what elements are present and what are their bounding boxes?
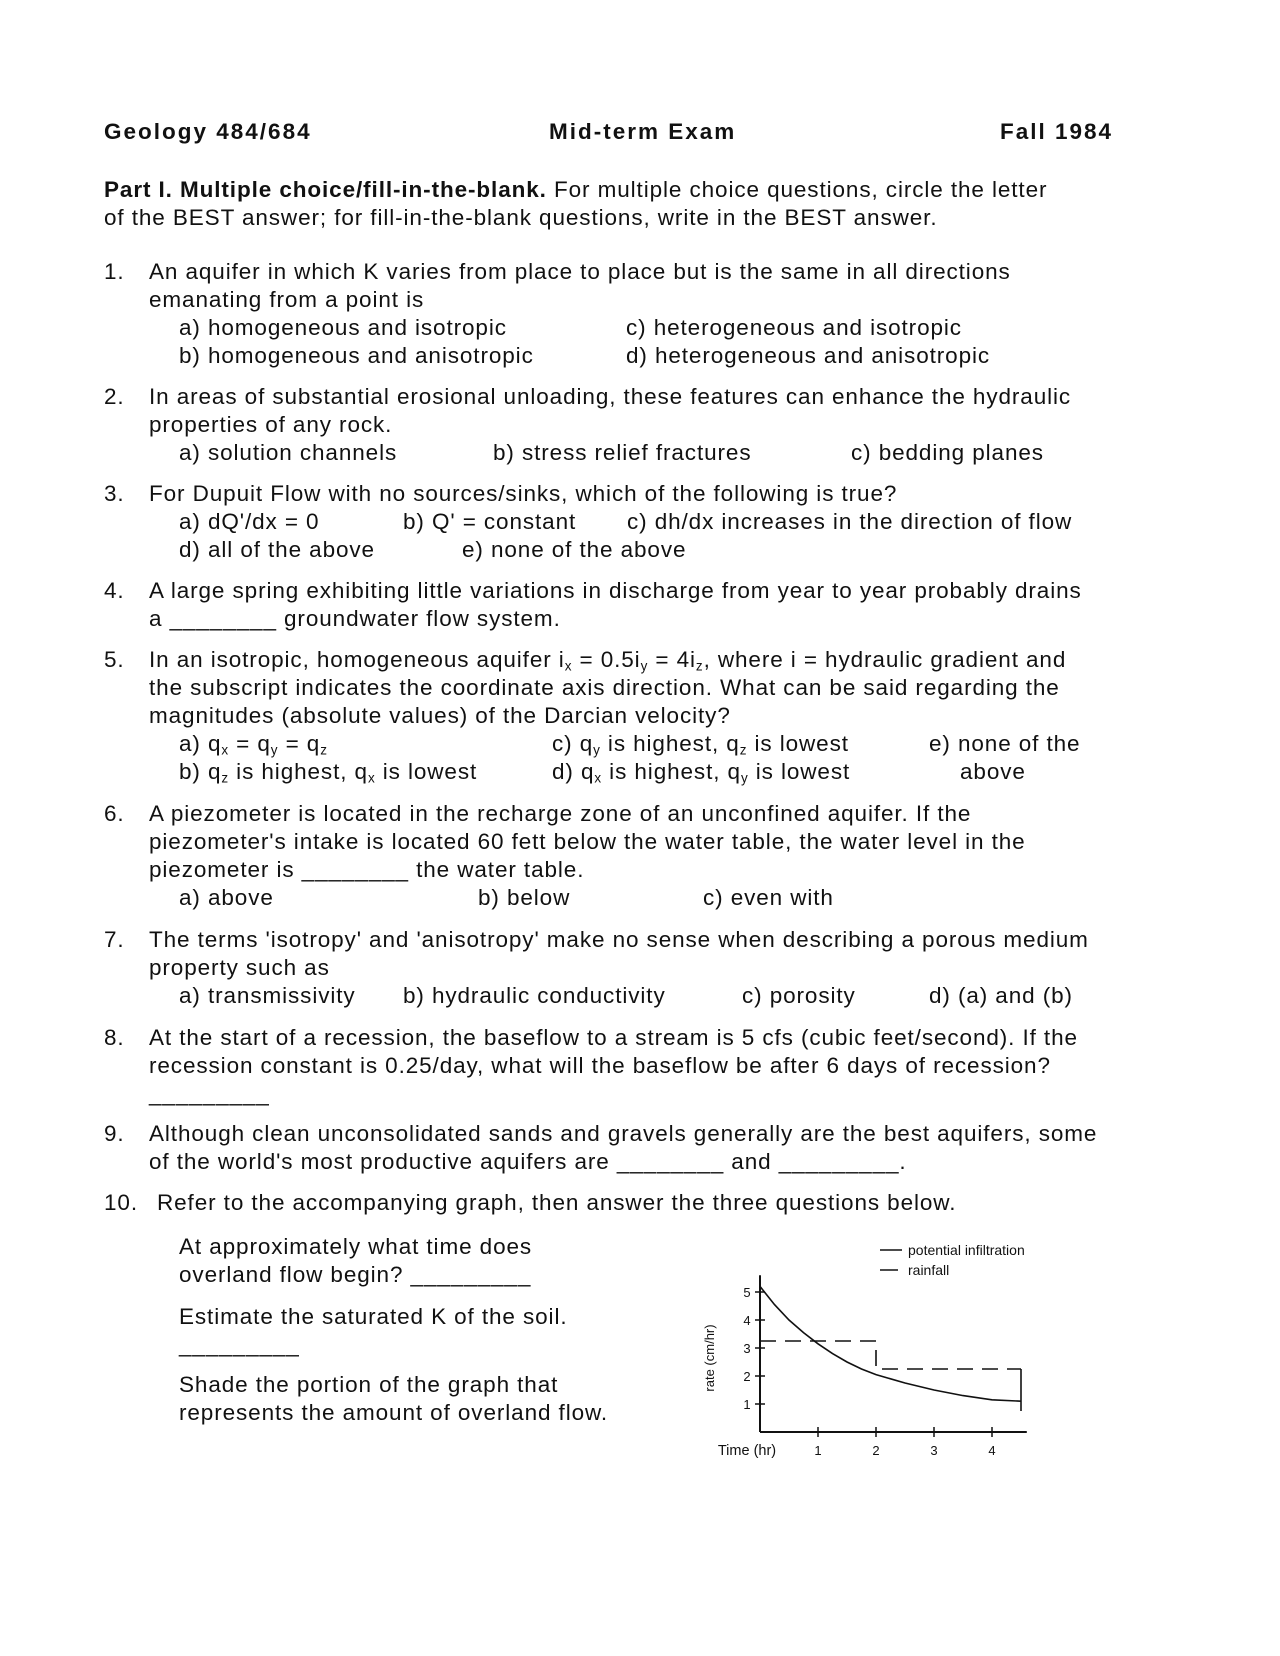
y-tick-label: 4 — [743, 1313, 751, 1328]
question-7-text-cont: property such as — [149, 955, 330, 980]
question-number: 4. — [104, 578, 125, 603]
x-tick-label: 3 — [930, 1443, 938, 1458]
x-tick-label: 1 — [814, 1443, 822, 1458]
question-2-text-cont: properties of any rock. — [149, 412, 393, 437]
question-number: 3. — [104, 481, 125, 506]
q3-option-c[interactable]: c) dh/dx increases in the direction of flow — [627, 509, 1073, 534]
question-3-text: For Dupuit Flow with no sources/sinks, which of the following is true? — [149, 481, 898, 506]
q10-sub-3-cont: represents the amount of overland flow. — [179, 1400, 609, 1425]
question-10-text: Refer to the accompanying graph, then answer the three questions below. — [157, 1190, 957, 1215]
q6-option-c[interactable]: c) even with — [703, 885, 834, 910]
x-axis-label: Time (hr) — [717, 1443, 777, 1459]
q1-option-d[interactable]: d) heterogeneous and anisotropic — [626, 343, 991, 368]
question-6-text-cont: piezometer's intake is located 60 fett below the water table, the water level in the — [149, 829, 1026, 854]
q5-option-e[interactable]: e) none of the — [929, 731, 1081, 756]
q2-option-a[interactable]: a) solution channels — [179, 440, 398, 465]
q10-sub-3: Shade the portion of the graph that — [179, 1372, 559, 1397]
question-5-text-cont: magnitudes (absolute values) of the Darcian velocity? — [149, 703, 731, 728]
question-number: 10. — [104, 1190, 138, 1215]
question-2-text: In areas of substantial erosional unloading, these features can enhance the hydraulic — [149, 384, 1072, 409]
chart-legend — [880, 1242, 1025, 1278]
y-tick-label: 2 — [743, 1369, 751, 1384]
q7-option-b[interactable]: b) hydraulic conductivity — [403, 983, 666, 1008]
question-number: 2. — [104, 384, 125, 409]
q10-sub-2-blank[interactable]: _________ — [179, 1332, 300, 1357]
question-number: 9. — [104, 1121, 125, 1146]
q5-option-b[interactable]: b) $q_z$ is highest, $q_x$ is lowest — [179, 759, 478, 786]
y-axis-label: rate (cm/hr) — [702, 1324, 717, 1392]
q1-option-c[interactable]: c) heterogeneous and isotropic — [626, 315, 962, 340]
exam-term: Fall 1984 — [1000, 119, 1114, 144]
question-number: 5. — [104, 647, 125, 672]
question-number: 7. — [104, 927, 125, 952]
question-6-text: A piezometer is located in the recharge zone of an unconfined aquifer. If the — [149, 801, 972, 826]
question-1-text: An aquifer in which K varies from place to place but is the same in all directions — [149, 259, 1011, 284]
y-tick-label: 5 — [743, 1285, 751, 1300]
q5-option-e-cont[interactable]: above — [960, 759, 1026, 784]
part-instructions-text: For multiple choice questions, circle the letter — [546, 177, 1048, 202]
question-5-text: In an isotropic, homogeneous aquifer $i_x = 0.5i_y = 4i_z$, where i = hydraulic gradient and — [149, 647, 1067, 674]
q2-option-c[interactable]: c) bedding planes — [851, 440, 1044, 465]
q3-option-d[interactable]: d) all of the above — [179, 537, 375, 562]
q7-option-a[interactable]: a) transmissivity — [179, 983, 356, 1008]
question-9-fill-in[interactable]: of the world's most productive aquifers are ________ and _________. — [149, 1149, 907, 1174]
part-instructions-line-1 — [104, 176, 1047, 204]
infiltration-series-line — [760, 1286, 1021, 1401]
infiltration-chart[interactable] — [690, 1230, 1080, 1465]
question-8-answer-blank[interactable]: _________ — [149, 1081, 270, 1106]
x-tick-label: 2 — [872, 1443, 880, 1458]
q1-option-a[interactable]: a) homogeneous and isotropic — [179, 315, 507, 340]
q5-option-d[interactable]: d) $q_x$ is highest, $q_y$ is lowest — [552, 759, 851, 786]
question-4-fill-in[interactable]: a ________ groundwater flow system. — [149, 606, 561, 631]
legend-label: potential infiltration — [908, 1242, 1025, 1258]
question-1-text-cont: emanating from a point is — [149, 287, 425, 312]
rainfall-series-line — [760, 1341, 1021, 1369]
q6-option-a[interactable]: a) above — [179, 885, 274, 910]
q2-option-b[interactable]: b) stress relief fractures — [493, 440, 752, 465]
question-8-text-cont: recession constant is 0.25/day, what will the baseflow be after 6 days of recession? — [149, 1053, 1051, 1078]
q7-option-d[interactable]: d) (a) and (b) — [929, 983, 1073, 1008]
chart-axes — [743, 1275, 1026, 1458]
question-4-text: A large spring exhibiting little variations in discharge from year to year probably drains — [149, 578, 1082, 603]
q5-option-c[interactable]: c) $q_y$ is highest, $q_z$ is lowest — [552, 731, 849, 758]
question-number: 1. — [104, 259, 125, 284]
question-number: 6. — [104, 801, 125, 826]
question-number: 8. — [104, 1025, 125, 1050]
q3-option-b[interactable]: b) Q' = constant — [403, 509, 577, 534]
y-tick-label: 3 — [743, 1341, 751, 1356]
part-heading: Part I. Multiple choice/fill-in-the-blank. — [104, 177, 547, 202]
q5-option-a[interactable]: a) $q_x = q_y = q_z$ — [179, 731, 328, 758]
legend-label: rainfall — [908, 1262, 950, 1278]
q10-sub-1: At approximately what time does — [179, 1234, 533, 1259]
y-tick-label: 1 — [743, 1397, 751, 1412]
part-instructions-line-2: of the BEST answer; for fill-in-the-blank questions, write in the BEST answer. — [104, 205, 938, 230]
q7-option-c[interactable]: c) porosity — [742, 983, 856, 1008]
q10-sub-2: Estimate the saturated K of the soil. — [179, 1304, 568, 1329]
x-tick-label: 4 — [988, 1443, 996, 1458]
q10-sub-1-blank[interactable]: overland flow begin? _________ — [179, 1262, 532, 1287]
exam-title: Mid-term Exam — [549, 119, 737, 144]
question-6-fill-in[interactable]: piezometer is ________ the water table. — [149, 857, 585, 882]
q3-option-a[interactable]: a) dQ'/dx = 0 — [179, 509, 320, 534]
question-5-text-cont: the subscript indicates the coordinate axis direction. What can be said regarding the — [149, 675, 1060, 700]
q1-option-b[interactable]: b) homogeneous and anisotropic — [179, 343, 534, 368]
q6-option-b[interactable]: b) below — [478, 885, 571, 910]
question-9-text: Although clean unconsolidated sands and gravels generally are the best aquifers, some — [149, 1121, 1098, 1146]
question-8-text: At the start of a recession, the baseflow to a stream is 5 cfs (cubic feet/second). If the — [149, 1025, 1078, 1050]
q3-option-e[interactable]: e) none of the above — [462, 537, 687, 562]
course-number: Geology 484/684 — [104, 119, 312, 144]
chart-series — [760, 1286, 1021, 1411]
question-7-text: The terms 'isotropy' and 'anisotropy' make no sense when describing a porous medium — [149, 927, 1089, 952]
